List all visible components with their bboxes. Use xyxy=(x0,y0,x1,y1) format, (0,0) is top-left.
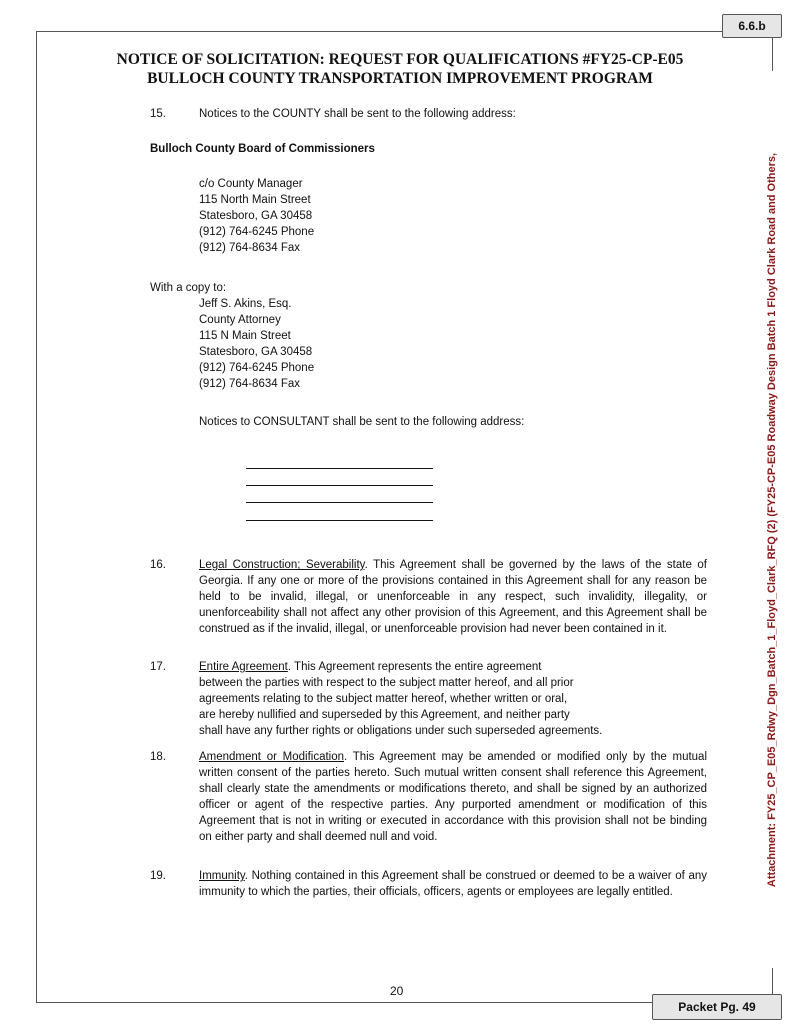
section-18-heading: Amendment or Modification xyxy=(199,751,345,763)
attorney-address-line: 115 N Main Street xyxy=(199,330,291,342)
frame-top-rule xyxy=(36,31,748,32)
packet-page-tab: Packet Pg. 49 xyxy=(652,994,782,1020)
section-17-heading: Entire Agreement xyxy=(199,661,288,673)
consultant-address-blank xyxy=(246,520,433,521)
section-17-body-line: shall have any further rights or obligations under such superseded agreements. xyxy=(199,725,603,737)
section-15-number: 15. xyxy=(150,108,166,120)
section-19-body: . Nothing contained in this Agreement shall be construed or deemed to be a waiver of any immunity to which the parties, their officials, officers, agents or employees are legally entitled. xyxy=(199,870,707,898)
consultant-address-blank xyxy=(246,502,433,503)
section-18-number: 18. xyxy=(150,751,166,763)
consultant-address-blank xyxy=(246,468,433,469)
section-17-number: 17. xyxy=(150,661,166,673)
attachment-sidebar-text: Attachment: FY25_CP_E05_Rdwy_Dgn_Batch_1_Floyd_Clark_RFQ (2) (FY25-CP-E05 Roadway Design Batch 1 Floyd Clark Road and Others, xyxy=(766,152,778,888)
county-address-line: (912) 764-8634 Fax xyxy=(199,242,301,254)
attorney-address-line: (912) 764-8634 Fax xyxy=(199,378,301,390)
section-17-body-line: agreements relating to the subject matter hereof, whether written or oral, xyxy=(199,693,568,705)
section-16-paragraph xyxy=(199,557,707,637)
section-17-line xyxy=(199,659,541,675)
county-address-line: c/o County Manager xyxy=(199,178,303,190)
section-16-number: 16. xyxy=(150,559,166,571)
sidebar-bottom-rule xyxy=(772,968,773,994)
section-19-paragraph xyxy=(199,868,707,900)
section-16-body: . This Agreement shall be governed by the laws of the state of Georgia. If any one or more of the provisions contained in this Agreement shall for any reason be held to be invalid, illegal, or unenforceable in any respect, such invalidity, illegality, or unenforceability shall not affect any other provision of this Agreement, and this Agreement shall be construed as if the invalid, illegal, or unenforceable provision had never been contained in it. xyxy=(199,559,707,635)
frame-bottom-rule xyxy=(36,1002,736,1003)
attorney-address-line: County Attorney xyxy=(199,314,281,326)
section-15-intro: Notices to the COUNTY shall be sent to the following address: xyxy=(199,108,516,120)
county-address-line: Statesboro, GA 30458 xyxy=(199,210,313,222)
county-address-line: 115 North Main Street xyxy=(199,194,311,206)
attorney-address-line: Jeff S. Akins, Esq. xyxy=(199,298,292,310)
attorney-address-line: (912) 764-6245 Phone xyxy=(199,362,315,374)
section-16-heading: Legal Construction; Severability xyxy=(199,559,365,571)
sidebar-top-rule xyxy=(772,37,773,71)
county-address-line: (912) 764-6245 Phone xyxy=(199,226,315,238)
section-18-paragraph xyxy=(199,749,707,845)
page-number: 20 xyxy=(390,984,404,998)
consultant-notice: Notices to CONSULTANT shall be sent to the following address: xyxy=(199,416,525,428)
copy-to-label: With a copy to: xyxy=(150,282,227,294)
section-19-number: 19. xyxy=(150,870,166,882)
consultant-address-blank xyxy=(246,485,433,486)
county-recipient: Bulloch County Board of Commissioners xyxy=(150,143,375,155)
section-17-body-line: . This Agreement represents the entire agreement xyxy=(287,661,542,673)
document-title-line1: NOTICE OF SOLICITATION: REQUEST FOR QUALIFICATIONS #FY25-CP-E05 xyxy=(116,51,684,68)
document-title-line2: BULLOCH COUNTY TRANSPORTATION IMPROVEMENT PROGRAM xyxy=(147,70,653,87)
frame-left-rule xyxy=(36,31,37,1002)
agenda-item-tab: 6.6.b xyxy=(722,14,782,38)
attorney-address-line: Statesboro, GA 30458 xyxy=(199,346,313,358)
section-17-body-line: are hereby nullified and superseded by this Agreement, and neither party xyxy=(199,709,570,721)
section-18-body: . This Agreement may be amended or modified only by the mutual written consent of the parties hereto. Such mutual written consent shall reference this Agreement, shall clearly state the amendments or modifications thereto, and shall be signed by an authorized officer or agent of the respective parties. Any purported amendment or modification of this Agreement that is not in writing or executed in accordance with this provision shall not be binding on either party and shall deemed null and void. xyxy=(199,751,708,843)
section-19-heading: Immunity xyxy=(199,870,245,882)
section-17-body-line: between the parties with respect to the subject matter hereof, and all prior xyxy=(199,677,574,689)
